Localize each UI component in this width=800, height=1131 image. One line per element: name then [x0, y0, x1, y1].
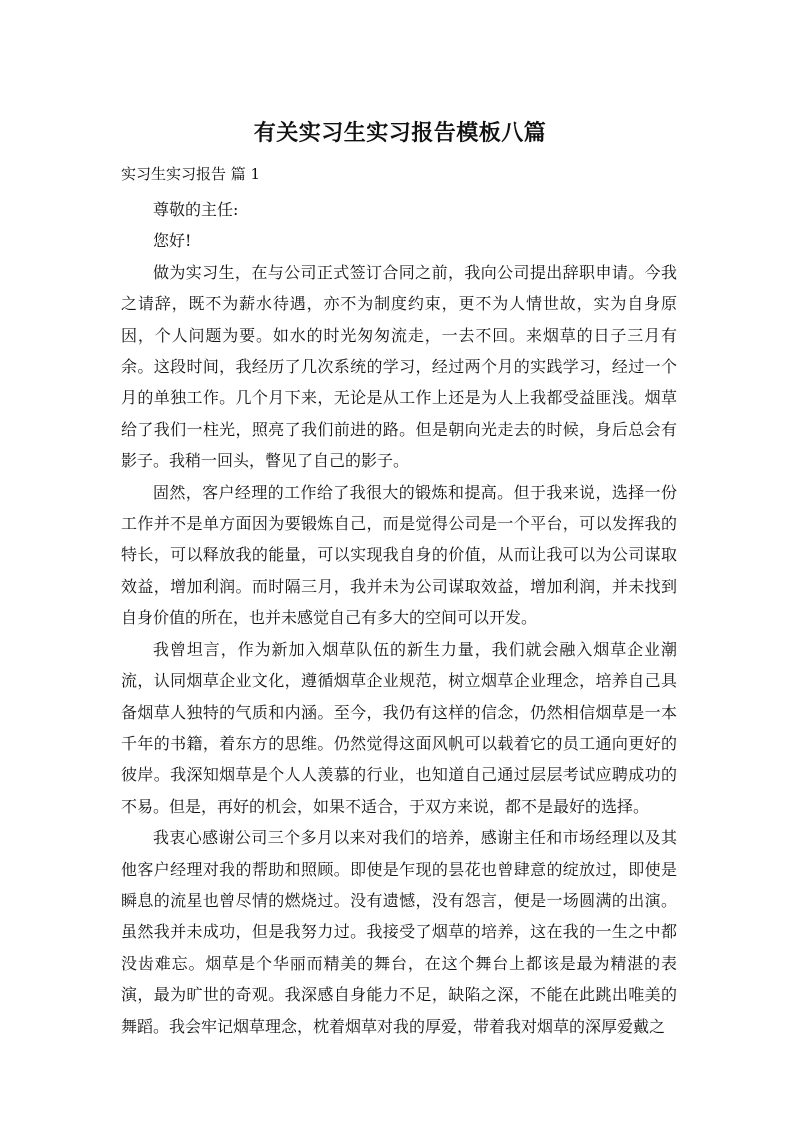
body-paragraph: 我曾坦言，作为新加入烟草队伍的新生力量，我们就会融入烟草企业潮流，认同烟草企业文化，遵循烟草企业规范，树立烟草企业理念，培养自己具备烟草人独特的气质和内涵。至今，我仍有这样的信念，仍然相信烟草是一本千年的书籍，着东方的思维。仍然觉得这面风帆可以载着它的员工通向更好的彼岸。我深知烟草是个人人羡慕的行业，也知道自己通过层层考试应聘成功的不易。但是，再好的机会，如果不适合，于双方来说，都不是最好的选择。: [121, 639, 677, 816]
body-paragraph: 固然，客户经理的工作给了我很大的锻炼和提高。但于我来说，选择一份工作并不是单方面因为要锻炼自己，而是觉得公司是一个平台，可以发挥我的特长，可以释放我的能量，可以实现我自身的价值，从而让我可以为公司谋取效益，增加利润。而时隔三月，我并未为公司谋取效益，增加利润，并未找到自身价值的所在，也并未感觉自己有多大的空间可以开发。: [121, 482, 677, 628]
section-heading: 实习生实习报告 篇 1: [121, 165, 261, 183]
body-paragraph: 做为实习生，在与公司正式签订合同之前，我向公司提出辞职申请。今我之请辞，既不为薪水待遇，亦不为制度约束，更不为人情世故，实为自身原因，个人问题为要。如水的时光匆匆流走，一去不回。来烟草的日子三月有余。这段时间，我经历了几次系统的学习，经过两个月的实践学习，经过一个月的单独工作。几个月下来，无论是从工作上还是为人上我都受益匪浅。烟草给了我们一柱光，照亮了我们前进的路。但是朝向光走去的时候，身后总会有影子。我稍一回头，瞥见了自己的影子。: [121, 262, 677, 471]
document-title: 有关实习生实习报告模板八篇: [253, 121, 547, 146]
body-paragraph: 我衷心感谢公司三个多月以来对我们的培养，感谢主任和市场经理以及其他客户经理对我的帮助和照顾。即使是乍现的昙花也曾肆意的绽放过，即使是瞬息的流星也曾尽情的燃烧过。没有遗憾，没有怨言，便是一场圆满的出演。虽然我并未成功，但是我努力过。我接受了烟草的培养，这在我的一生之中都没齿难忘。烟草是个华丽而精美的舞台，在这个舞台上都该是最为精湛的表演，最为旷世的奇观。我深感自身能力不足，缺陷之深，不能在此跳出唯美的舞蹈。我会牢记烟草理念，枕着烟草对我的厚爱，带着我对烟草的深厚爱戴之: [121, 828, 677, 1036]
salutation: 尊敬的主任:: [153, 200, 239, 219]
document-body: [121, 194, 677, 1042]
greeting: 您好!: [153, 231, 192, 251]
